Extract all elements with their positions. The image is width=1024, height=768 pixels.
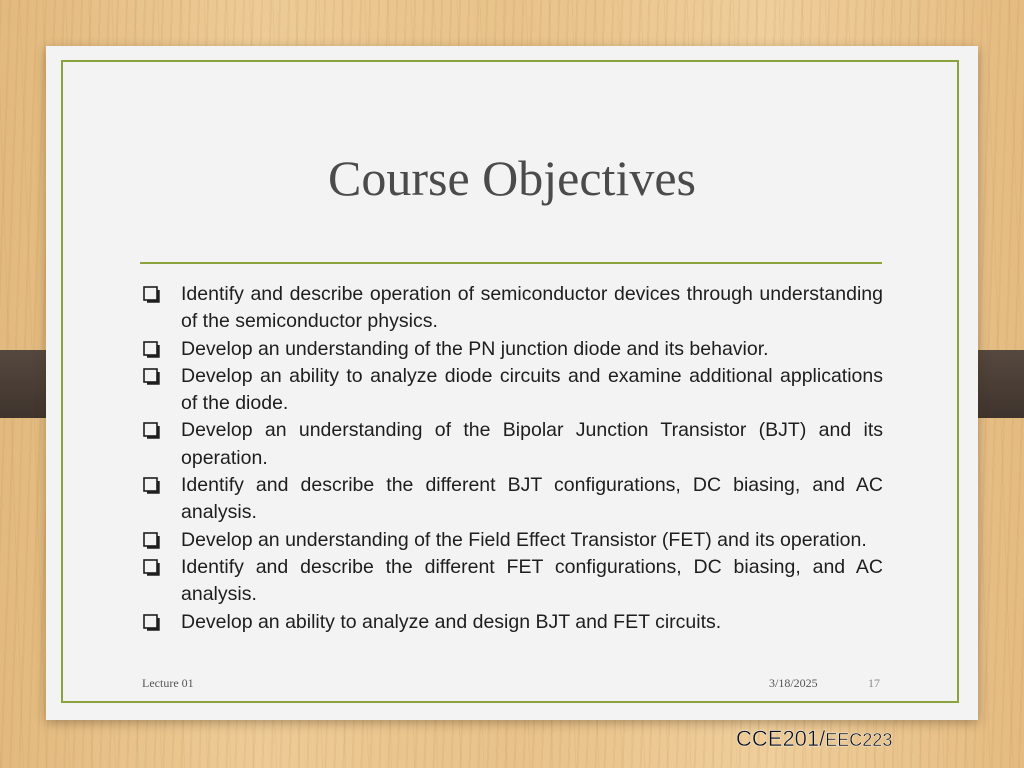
objective-item: [141, 363, 883, 418]
objective-text: Identify and describe operation of semiconductor devices through understanding of the semiconductor physics.: [181, 283, 883, 333]
slide-card: [46, 46, 978, 720]
objective-item: [141, 281, 883, 336]
objective-text: Develop an understanding of the Field Effect Transistor (FET) and its operation.: [181, 528, 867, 551]
footer-lecture: Lecture 01: [142, 676, 194, 690]
slide-number: 17: [868, 676, 880, 690]
objective-item: [141, 609, 883, 636]
objective-item: [141, 417, 883, 472]
objective-text: Identify and describe the different FET configurations, DC biasing, and AC analysis.: [181, 555, 883, 606]
objective-text: Develop an ability to analyze diode circuits and examine additional applications of the diode.: [181, 364, 883, 415]
objective-item: [141, 472, 883, 527]
checkbox-icon: [143, 368, 160, 385]
objective-text: Develop an understanding of the PN junction diode and its behavior.: [181, 337, 769, 360]
objective-text: Develop an understanding of the Bipolar Junction Transistor (BJT) and its operation.: [181, 419, 883, 469]
checkbox-icon: [143, 477, 160, 494]
checkbox-icon: [143, 559, 160, 576]
footer-date: 3/18/2025: [769, 676, 818, 690]
objective-item: [141, 336, 883, 363]
objective-item: [141, 527, 883, 554]
checkbox-icon: [143, 286, 160, 303]
checkbox-icon: [143, 614, 160, 631]
objectives-list: [141, 281, 883, 636]
objective-item: [141, 554, 883, 609]
course-code-label: [736, 726, 892, 752]
title-divider: [140, 262, 882, 264]
checkbox-icon: [143, 341, 160, 358]
objective-text: Identify and describe the different BJT configurations, DC biasing, and AC analysis.: [181, 474, 883, 524]
objective-text: Develop an ability to analyze and design BJT and FET circuits.: [181, 610, 722, 633]
checkbox-icon: [143, 422, 160, 439]
course-code-primary: CCE201/: [736, 726, 826, 751]
course-code-secondary: EEC223: [825, 730, 893, 750]
checkbox-icon: [143, 532, 160, 549]
slide-title: Course Objectives: [328, 150, 696, 206]
